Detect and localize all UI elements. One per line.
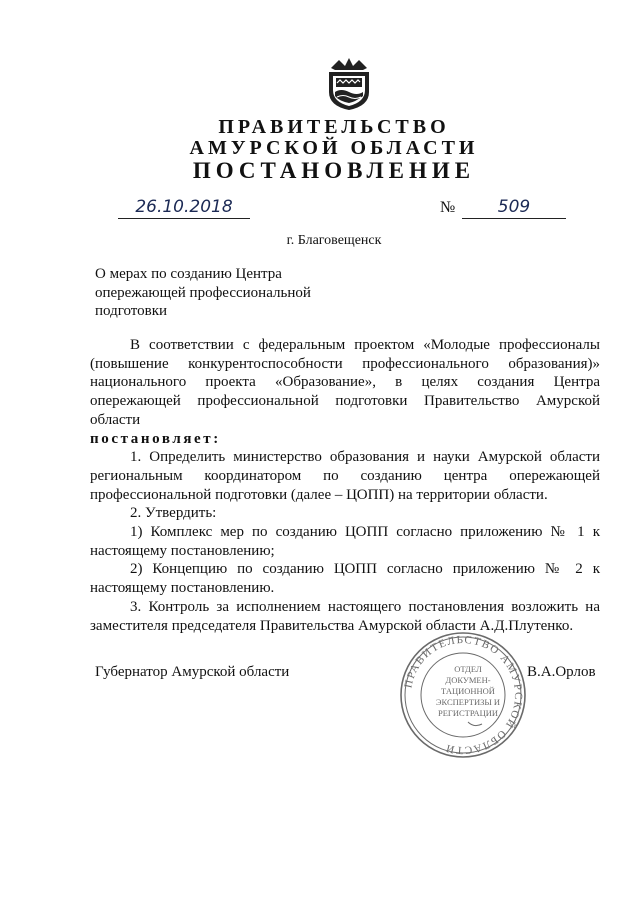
amur-oblast-coat-of-arms-icon: [325, 56, 373, 112]
document-number: 509: [462, 196, 566, 219]
subject-line: О мерах по созданию Центра: [95, 266, 282, 282]
clause-1: 1. Определить министерство образования и науки Амурской области региональным координатором по созданию центра опережающей профессиональной подготовки (далее – ЦОПП) на территории области.: [90, 449, 600, 503]
document-subject: [95, 265, 311, 321]
org-name-line2: АМУРСКОЙ ОБЛАСТИ: [189, 137, 479, 159]
svg-text:РЕГИСТРАЦИИ: РЕГИСТРАЦИИ: [437, 708, 499, 718]
svg-text:ОТДЕЛ: ОТДЕЛ: [454, 664, 482, 674]
official-seal-stamp: [398, 630, 528, 760]
number-label: №: [440, 199, 456, 216]
clause-2-2: 2) Концепцию по созданию ЦОПП согласно приложению № 2 к настоящему постановлению.: [90, 561, 600, 597]
svg-text:ДОКУМЕН-: ДОКУМЕН-: [445, 675, 491, 685]
clause-3: 3. Контроль за исполнением настоящего постановления возложить на заместителя председателя Правительства Амурской области А.Д.Плутенко.: [90, 598, 600, 634]
signatory-position: Губернатор Амурской области: [95, 664, 290, 680]
signatory-name: В.А.Орлов: [527, 664, 596, 680]
subject-line: подготовки: [95, 303, 168, 319]
decree-word: постановляет:: [90, 430, 221, 447]
svg-text:ПРАВИТЕЛЬСТВО АМУРСКОЙ ОБЛАСТИ: ПРАВИТЕЛЬСТВО АМУРСКОЙ ОБЛАСТИ: [402, 633, 525, 757]
org-name-line1: ПРАВИТЕЛЬСТВО: [218, 116, 450, 138]
clause-2: 2. Утвердить:: [130, 505, 217, 522]
preamble-paragraph: В соответствии с федеральным проектом «Молодые профессионалы (повышение конкурентоспособности профессионального образования)» национального проекта «Образование», в целях создания Центра опережающей профессиональной подготовки Правительство Амурской области: [90, 337, 600, 428]
clause-2-1: 1) Комплекс мер по созданию ЦОПП согласно приложению № 1 к настоящему постановлению;: [90, 524, 600, 559]
city: г. Благовещенск: [286, 233, 382, 248]
subject-line: опережающей профессиональной: [95, 284, 311, 301]
document-body: [90, 336, 600, 635]
svg-text:ТАЦИОННОЙ: ТАЦИОННОЙ: [441, 686, 495, 696]
document-type-title: ПОСТАНОВЛЕНИЕ: [192, 158, 476, 183]
document-date: 26.10.2018: [118, 196, 250, 219]
svg-text:ЭКСПЕРТИЗЫ И: ЭКСПЕРТИЗЫ И: [435, 697, 501, 707]
